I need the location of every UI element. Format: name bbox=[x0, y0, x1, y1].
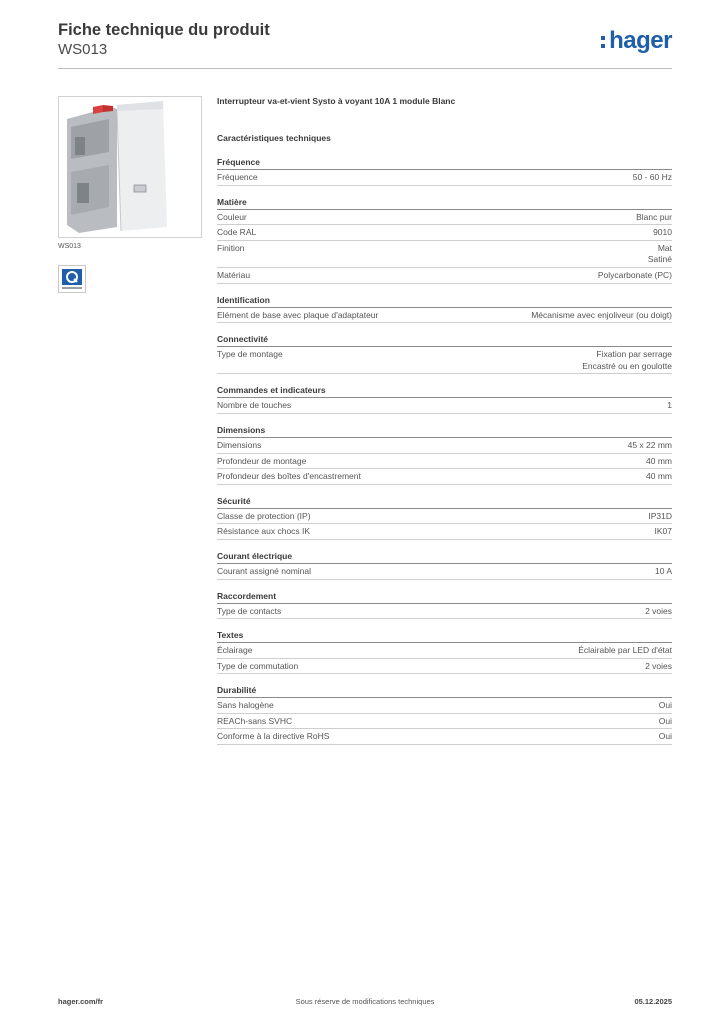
product-image bbox=[58, 96, 202, 238]
section-title: Fréquence bbox=[217, 150, 672, 170]
spec-label: Éclairage bbox=[217, 645, 253, 656]
section-title: Textes bbox=[217, 623, 672, 643]
spec-value-line: 10 A bbox=[654, 565, 672, 576]
spec-value bbox=[645, 661, 672, 673]
spec-content bbox=[217, 96, 672, 745]
spec-value-line: 2 voies bbox=[645, 605, 672, 616]
logo-dot-icon bbox=[601, 44, 605, 48]
page-footer bbox=[58, 997, 672, 1011]
spec-value bbox=[648, 511, 672, 523]
spec-value-line: IK07 bbox=[654, 526, 672, 537]
spec-value-line: Polycarbonate (PC) bbox=[597, 269, 672, 280]
spec-row bbox=[217, 729, 672, 745]
spec-label: Code RAL bbox=[217, 227, 257, 238]
spec-value-line: Oui bbox=[658, 715, 672, 726]
spec-value-line: Mécanisme avec enjoliveur (ou doigt) bbox=[531, 309, 672, 320]
spec-value bbox=[636, 212, 672, 224]
spec-section bbox=[217, 327, 672, 374]
spec-row bbox=[217, 659, 672, 675]
spec-label: Sans halogène bbox=[217, 700, 274, 711]
spec-value-line: Blanc pur bbox=[636, 211, 672, 222]
specs-heading: Caractéristiques techniques bbox=[217, 133, 331, 143]
spec-section bbox=[217, 378, 672, 414]
spec-label: Fréquence bbox=[217, 172, 258, 182]
spec-label: Matériau bbox=[217, 269, 251, 280]
spec-value-line: Mat bbox=[657, 242, 672, 253]
spec-value bbox=[645, 606, 672, 618]
spec-row bbox=[217, 509, 672, 525]
spec-row bbox=[217, 454, 672, 470]
spec-section bbox=[217, 544, 672, 580]
spec-value bbox=[655, 526, 673, 538]
logo-text: hager bbox=[609, 27, 672, 54]
spec-section bbox=[217, 288, 672, 324]
spec-row bbox=[217, 241, 672, 268]
spec-value-line: 50 - 60 Hz bbox=[632, 172, 672, 182]
spec-row bbox=[217, 604, 672, 620]
spec-value bbox=[646, 471, 672, 483]
spec-label: Dimensions bbox=[217, 439, 262, 450]
page-title: Fiche technique du produit bbox=[58, 21, 270, 39]
spec-row bbox=[217, 170, 672, 186]
switch-illustration-icon bbox=[59, 97, 201, 237]
spec-section bbox=[217, 489, 672, 540]
spec-value bbox=[659, 700, 672, 712]
spec-row bbox=[217, 347, 672, 374]
spec-section bbox=[217, 150, 672, 186]
spec-value bbox=[653, 227, 672, 239]
spec-label: Type de contacts bbox=[217, 605, 282, 616]
spec-value bbox=[531, 310, 672, 322]
spec-label: Elément de base avec plaque d'adaptateur bbox=[217, 309, 379, 320]
spec-label: Classe de protection (IP) bbox=[217, 510, 311, 521]
spec-value bbox=[598, 270, 672, 282]
spec-value bbox=[659, 731, 672, 743]
spec-row bbox=[217, 225, 672, 241]
spec-value-line: 45 x 22 mm bbox=[627, 439, 672, 450]
footer-notice: Sous réserve de modifications techniques bbox=[295, 997, 435, 1006]
section-title: Courant électrique bbox=[217, 544, 672, 564]
product-reference: WS013 bbox=[58, 41, 108, 58]
spec-value bbox=[655, 566, 672, 578]
spec-row bbox=[217, 308, 672, 324]
spec-value-line: Éclairable par LED d'état bbox=[578, 645, 672, 656]
spec-row bbox=[217, 398, 672, 414]
section-title: Dimensions bbox=[217, 418, 672, 438]
section-title: Sécurité bbox=[217, 489, 672, 509]
spec-row bbox=[217, 714, 672, 730]
spec-value-line: 40 mm bbox=[646, 455, 672, 466]
spec-section bbox=[217, 678, 672, 745]
section-title: Identification bbox=[217, 288, 672, 308]
image-caption: WS013 bbox=[58, 243, 81, 250]
spec-value-line: IP31D bbox=[648, 510, 672, 521]
product-name: Interrupteur va-et-vient Systo à voyant 10A 1 module Blanc bbox=[217, 96, 456, 106]
section-title: Commandes et indicateurs bbox=[217, 378, 672, 398]
header-divider bbox=[58, 68, 672, 69]
spec-section bbox=[217, 584, 672, 620]
section-title: Raccordement bbox=[217, 584, 672, 604]
spec-value-line: Fixation par serrage bbox=[596, 349, 672, 360]
quality-badge bbox=[58, 265, 86, 293]
spec-value-line: Satiné bbox=[647, 254, 672, 265]
spec-value bbox=[659, 716, 672, 728]
section-title: Durabilité bbox=[217, 678, 672, 698]
spec-label: Nombre de touches bbox=[217, 400, 292, 411]
spec-row bbox=[217, 524, 672, 540]
spec-value bbox=[667, 400, 672, 412]
spec-value bbox=[633, 172, 672, 184]
section-title: Connectivité bbox=[217, 327, 672, 347]
spec-label: Finition bbox=[217, 242, 245, 253]
spec-row bbox=[217, 698, 672, 714]
spec-label: Type de commutation bbox=[217, 660, 299, 671]
spec-label: Profondeur des boîtes d'encastrement bbox=[217, 471, 361, 482]
spec-row bbox=[217, 268, 672, 284]
logo-dot-icon bbox=[601, 36, 605, 40]
spec-label: Profondeur de montage bbox=[217, 455, 307, 466]
spec-label: Couleur bbox=[217, 211, 247, 222]
spec-value bbox=[628, 440, 672, 452]
spec-label: Résistance aux chocs IK bbox=[217, 526, 311, 537]
spec-label: Type de montage bbox=[217, 349, 283, 360]
spec-value-line: 9010 bbox=[653, 227, 672, 238]
footer-website: hager.com/fr bbox=[58, 997, 104, 1006]
spec-label: REACh-sans SVHC bbox=[217, 715, 293, 726]
spec-value-line: Oui bbox=[658, 731, 672, 742]
spec-sections bbox=[217, 150, 672, 745]
section-title: Matière bbox=[217, 190, 672, 210]
spec-value bbox=[582, 349, 672, 372]
spec-section bbox=[217, 623, 672, 674]
spec-section bbox=[217, 190, 672, 284]
spec-label: Courant assigné nominal bbox=[217, 565, 312, 576]
spec-value bbox=[648, 243, 672, 266]
spec-row bbox=[217, 438, 672, 454]
spec-row bbox=[217, 469, 672, 485]
spec-value-line: 2 voies bbox=[645, 660, 672, 671]
page-header bbox=[58, 20, 672, 70]
hager-logo bbox=[609, 27, 672, 55]
quality-badge-icon bbox=[59, 266, 85, 292]
spec-value-line: Oui bbox=[658, 700, 672, 711]
spec-row bbox=[217, 210, 672, 226]
footer-date: 05.12.2025 bbox=[634, 997, 672, 1006]
spec-value-line: 1 bbox=[667, 400, 672, 411]
spec-label: Conforme à la directive RoHS bbox=[217, 731, 330, 742]
spec-row bbox=[217, 564, 672, 580]
spec-value bbox=[578, 645, 672, 657]
spec-section bbox=[217, 418, 672, 485]
spec-value bbox=[646, 456, 672, 468]
spec-row bbox=[217, 643, 672, 659]
spec-value-line: Encastré ou en goulotte bbox=[582, 360, 672, 371]
spec-value-line: 40 mm bbox=[646, 471, 672, 482]
